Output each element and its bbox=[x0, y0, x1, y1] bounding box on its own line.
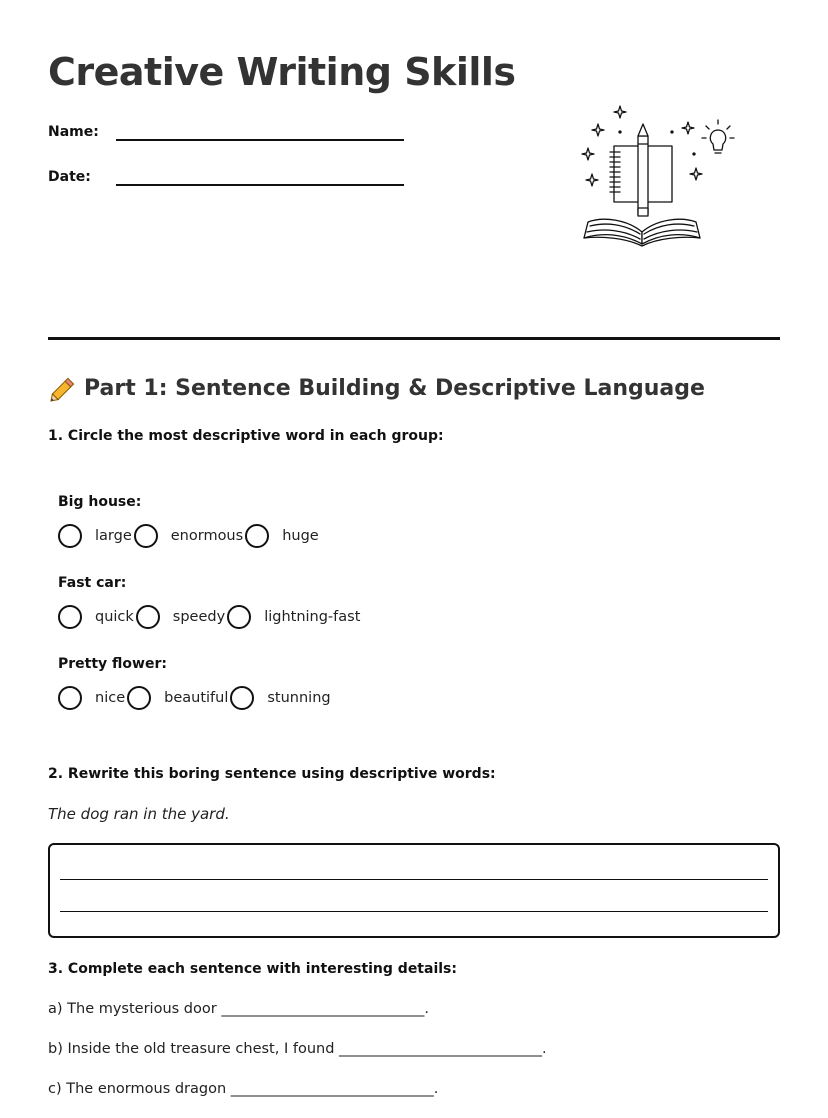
date-line bbox=[116, 184, 404, 186]
question-2-prompt: 2. Rewrite this boring sentence using descriptive words: bbox=[48, 766, 496, 782]
option-quick[interactable] bbox=[58, 605, 136, 629]
group-label: Fast car: bbox=[58, 575, 127, 591]
option-nice[interactable] bbox=[58, 686, 127, 710]
option-row bbox=[58, 524, 321, 548]
option-row bbox=[58, 605, 362, 629]
option-row bbox=[58, 686, 333, 710]
worksheet-page bbox=[48, 0, 780, 1118]
option-huge[interactable] bbox=[245, 524, 321, 548]
option-large[interactable] bbox=[58, 524, 134, 548]
worksheet-title: Creative Writing Skills bbox=[48, 50, 516, 94]
option-enormous[interactable] bbox=[134, 524, 245, 548]
complete-sentence-b[interactable]: b) Inside the old treasure chest, I found ____________________________. bbox=[48, 1041, 547, 1057]
option-text: quick bbox=[95, 609, 134, 625]
radio-circle[interactable] bbox=[227, 605, 251, 629]
pencil-icon bbox=[48, 374, 78, 404]
answer-line bbox=[60, 911, 768, 912]
option-text: beautiful bbox=[164, 690, 229, 706]
option-text: stunning bbox=[267, 690, 331, 706]
complete-sentence-a[interactable]: a) The mysterious door ____________________________. bbox=[48, 1001, 429, 1017]
answer-line bbox=[60, 879, 768, 880]
part1-heading bbox=[48, 372, 705, 406]
radio-circle[interactable] bbox=[58, 686, 82, 710]
group-label: Pretty flower: bbox=[58, 656, 167, 672]
option-text: huge bbox=[282, 528, 319, 544]
option-stunning[interactable] bbox=[230, 686, 332, 710]
option-text: large bbox=[95, 528, 132, 544]
radio-circle[interactable] bbox=[136, 605, 160, 629]
radio-circle[interactable] bbox=[134, 524, 158, 548]
option-text: nice bbox=[95, 690, 126, 706]
radio-circle[interactable] bbox=[58, 524, 82, 548]
date-label: Date: bbox=[48, 169, 91, 185]
radio-circle[interactable] bbox=[245, 524, 269, 548]
radio-circle[interactable] bbox=[230, 686, 254, 710]
option-lightning-fast[interactable] bbox=[227, 605, 362, 629]
name-label: Name: bbox=[48, 124, 99, 140]
question-1-prompt: 1. Circle the most descriptive word in each group: bbox=[48, 428, 444, 444]
option-beautiful[interactable] bbox=[127, 686, 230, 710]
name-field bbox=[48, 116, 408, 146]
group-label: Big house: bbox=[58, 494, 142, 510]
question-3-prompt: 3. Complete each sentence with interesting details: bbox=[48, 961, 457, 977]
radio-circle[interactable] bbox=[127, 686, 151, 710]
option-text: speedy bbox=[172, 609, 226, 625]
open-book-pencil-icon bbox=[580, 104, 740, 250]
boring-sentence: The dog ran in the yard. bbox=[48, 805, 230, 823]
part1-title: Part 1: Sentence Building & Descriptive Language bbox=[84, 376, 705, 401]
option-text: enormous bbox=[170, 528, 244, 544]
rewrite-answer-box[interactable] bbox=[48, 843, 780, 938]
option-speedy[interactable] bbox=[136, 605, 227, 629]
radio-circle[interactable] bbox=[58, 605, 82, 629]
date-field bbox=[48, 161, 408, 191]
name-line bbox=[116, 139, 404, 141]
section-divider bbox=[48, 337, 780, 340]
option-text: lightning-fast bbox=[264, 609, 361, 625]
complete-sentence-c[interactable]: c) The enormous dragon ____________________________. bbox=[48, 1081, 439, 1097]
